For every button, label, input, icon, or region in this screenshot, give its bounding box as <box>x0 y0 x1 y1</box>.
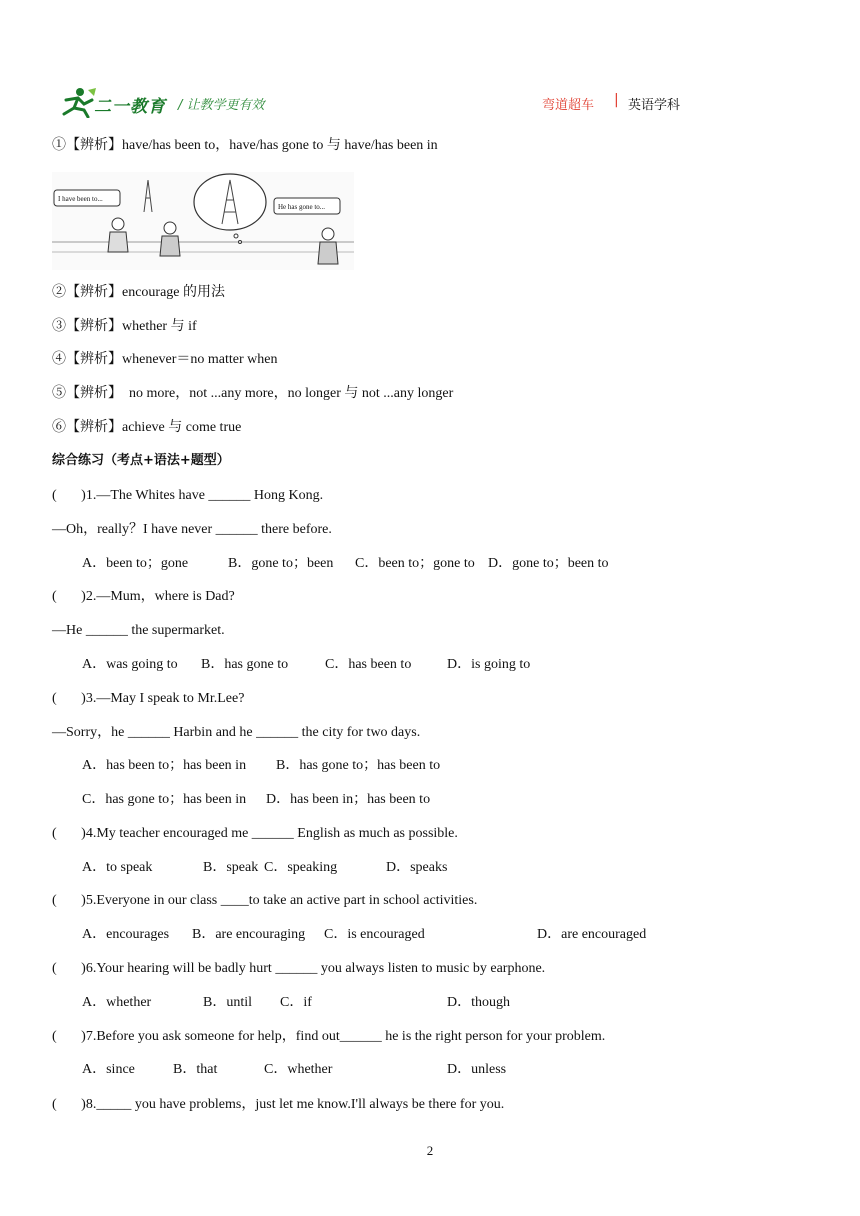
q5-option-b: B．are encouraging <box>192 927 306 942</box>
q1-option-a: A．been to；gone <box>82 556 189 571</box>
question-3-reply: —Sorry，he ______ Harbin and he ______ the city for two days. <box>52 725 421 740</box>
q2-option-b: B．has gone to <box>201 657 289 672</box>
q6-option-c: C．if <box>280 995 312 1010</box>
page-header <box>58 86 698 118</box>
header-separator: | <box>614 92 619 108</box>
q4-option-d: D．speaks <box>386 860 448 875</box>
q1-option-c: C．been to；gone to <box>355 556 475 571</box>
runner-logo-icon <box>58 86 98 118</box>
q1-option-d: D．gone to；been to <box>488 556 609 571</box>
q5-option-a: A．encourages <box>82 927 170 942</box>
q7-option-b: B．that <box>173 1062 218 1077</box>
q5-option-d: D．are encouraged <box>537 927 647 942</box>
slogan: / 让教学更有效 <box>178 98 265 113</box>
logo-text: 二一教育 <box>94 97 166 117</box>
q4-option-b: B．speak <box>203 860 259 875</box>
q3-option-d: D．has been in；has been to <box>266 792 431 807</box>
q7-option-c: C．whether <box>264 1062 333 1077</box>
analysis-item-3: ③【辨析】whether 与 if <box>52 319 197 334</box>
q2-option-d: D．is going to <box>447 657 531 672</box>
q3-option-c: C．has gone to；has been in <box>82 792 247 807</box>
q5-option-c: C．is encouraged <box>324 927 425 942</box>
question-2: ( )2.—Mum，where is Dad? <box>52 589 235 604</box>
logo <box>58 86 178 118</box>
bubble-left-text: I have been to... <box>58 195 103 203</box>
question-1: ( )1.—The Whites have ______ Hong Kong. <box>52 488 324 503</box>
q6-option-b: B．until <box>203 995 253 1010</box>
q3-option-b: B．has gone to；has been to <box>276 758 441 773</box>
q2-option-c: C．has been to <box>325 657 412 672</box>
analysis-item-6: ⑥【辨析】achieve 与 come true <box>52 420 242 435</box>
q4-option-a: A．to speak <box>82 860 153 875</box>
page-number: 2 <box>426 1143 434 1158</box>
q2-option-a: A．was going to <box>82 657 178 672</box>
q1-option-b: B．gone to；been <box>228 556 334 571</box>
cartoon-illustration <box>52 172 354 270</box>
q6-option-d: D．though <box>447 995 510 1010</box>
question-8: ( )8._____ you have problems，just let me know.I'll always be there for you. <box>52 1097 505 1112</box>
section-title: 综合练习（考点+语法+题型） <box>52 453 230 468</box>
question-6: ( )6.Your hearing will be badly hurt ______ you always listen to music by earphone. <box>52 961 546 976</box>
q4-option-c: C．speaking <box>264 860 338 875</box>
analysis-item-5: ⑤【辨析】 no more，not ...any more，no longer 与 not ...any longer <box>52 386 454 401</box>
q7-option-d: D．unless <box>447 1062 507 1077</box>
analysis-item-2: ②【辨析】encourage 的用法 <box>52 285 226 300</box>
question-5: ( )5.Everyone in our class ____to take an active part in school activities. <box>52 893 478 908</box>
subject-label: 英语学科 <box>628 98 681 113</box>
question-1-reply: —Oh，really？I have never ______ there before. <box>52 522 332 537</box>
question-2-reply: —He ______ the supermarket. <box>52 623 225 638</box>
analysis-item-1: ①【辨析】have/has been to，have/has gone to 与 have/has been in <box>52 138 438 153</box>
question-3: ( )3.—May I speak to Mr.Lee? <box>52 691 245 706</box>
q6-option-a: A．whether <box>82 995 152 1010</box>
analysis-item-4: ④【辨析】whenever＝no matter when <box>52 352 278 367</box>
bubble-right-text: He has gone to... <box>278 203 326 211</box>
q7-option-a: A．since <box>82 1062 135 1077</box>
question-4: ( )4.My teacher encouraged me ______ English as much as possible. <box>52 826 458 841</box>
question-7: ( )7.Before you ask someone for help，find out______ he is the right person for your problem. <box>52 1029 606 1044</box>
brand-label: 弯道超车 <box>542 98 595 113</box>
q3-option-a: A．has been to；has been in <box>82 758 247 773</box>
